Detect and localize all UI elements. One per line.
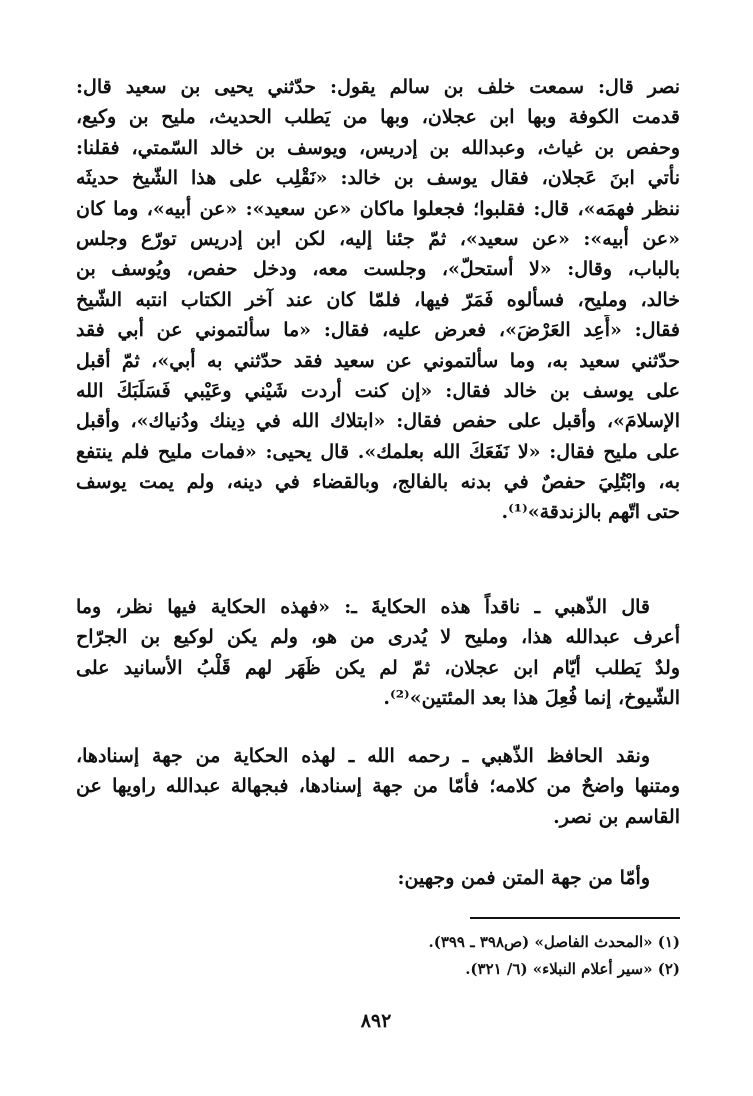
- text-line: ننظر فهمَه»، قال: فقلبوا؛ فجعلوا ماكان «عن سعيد»: «عن أبيه»، وما كان: [76, 197, 680, 220]
- paragraph-4: [76, 863, 680, 893]
- text-line: أعرف عبدالله هذا، ومليح لا يُدرى من هو، ولم يكن لوكيع بن الجرّاح: [76, 626, 680, 649]
- text-line: وأمّا من جهة المتن فمن وجهين:: [397, 867, 650, 889]
- text-line: حتى اتّهم بالزندقة»⁽¹⁾.: [501, 501, 680, 524]
- paragraph-3: [76, 741, 680, 832]
- page-number: ٨٩٢: [360, 1010, 392, 1032]
- text-line: وحفص بن غياث، وعبدالله بن إدريس، ويوسف بن خالد السّمتي، فقلنا:: [76, 136, 680, 159]
- text-line: الإسلامَ»، وأقبل على حفص فقال: «ابتلاك الله في دِينك ودُنياك»، وأقبل: [76, 410, 680, 433]
- text-line: به، وابْتُلِيَ حفصٌ في بدنه بالفالج، وبالقضاء في دينه، ولم يمت يوسف: [76, 471, 680, 494]
- text-line: نصر قال: سمعت خلف بن سالم يقول: حدّثني يحيى بن سعيد قال:: [76, 76, 680, 98]
- paragraph-1: [76, 72, 680, 528]
- text-line: القاسم بن نصر.: [553, 805, 680, 828]
- text-line: قدمت الكوفة وبها ابن عجلان، وبها من يَطلب الحديث، مليح بن وكيع،: [76, 106, 680, 129]
- text-line: قال الذّهبي ـ ناقداً هذه الحكايةَ ـ: «فهذه الحكاية فيها نظر، وما: [76, 596, 650, 618]
- footnote-1: (١) «المحدث الفاصل» (ص٣٩٨ ـ ٣٩٩).: [428, 933, 680, 951]
- paragraph-2: [76, 592, 680, 714]
- text-line: ومتنها واضحٌ من كلامه؛ فأمّا من جهة إسنادها، فبجهالة عبدالله راويها عن: [76, 775, 680, 798]
- footnotes: [76, 929, 680, 983]
- text-line: على مليح فقال: «لا نَفَعَكَ الله بعلمك». قال يحيى: «فمات مليح فلم ينتفع: [76, 440, 680, 463]
- text-line: ونقد الحافظ الذّهبي ـ رحمه الله ـ لهذه الحكاية من جهة إسنادها،: [76, 745, 650, 767]
- text-line: الشّيوخ، إنما فُعِلَ هذا بعد المئتين»⁽²⁾.: [383, 687, 680, 710]
- footnote-2: (٢) «سير أعلام النبلاء» (٦/ ٣٢١).: [465, 960, 680, 978]
- text-line: خالد، ومليح، فسألوه فَمَرّ فيها، فلمّا كان عند آخر الكتاب انتبه الشّيخ: [76, 288, 680, 311]
- text-line: فقال: «أَعِد العَرْضَ»، فعرض عليه، فقال: «ما سألتموني عن أبي فقد: [76, 319, 680, 342]
- text-line: «عن أبيه»: «عن سعيد»، ثمّ جئنا إليه، لكن ابن إدريس تورّع وجلس: [76, 227, 680, 250]
- text-line: على يوسف بن خالد فقال: «إن كنت أردت شَيْني وعَيْبي فَسَلَبَكَ الله: [76, 379, 680, 402]
- text-line: بالباب، وقال: «لا أستحلّ»، وجلست معه، ودخل حفص، ويُوسف بن: [76, 258, 680, 281]
- text-line: نأتي ابنَ عَجلان، فقال يوسف بن خالد: «نَقْلِب على هذا الشّيخ حديثَه: [76, 167, 680, 190]
- footnote-separator: [470, 917, 680, 919]
- text-line: ولدٌ يَطلب أيّام ابن عجلان، ثمّ لم يكن ظَهَر لهم قَلْبُ الأسانيد على: [76, 656, 680, 679]
- text-line: حدّثني سعيد به، وما سألتموني عن سعيد فقد حدّثني به أبي»، ثمّ أقبل: [76, 349, 680, 372]
